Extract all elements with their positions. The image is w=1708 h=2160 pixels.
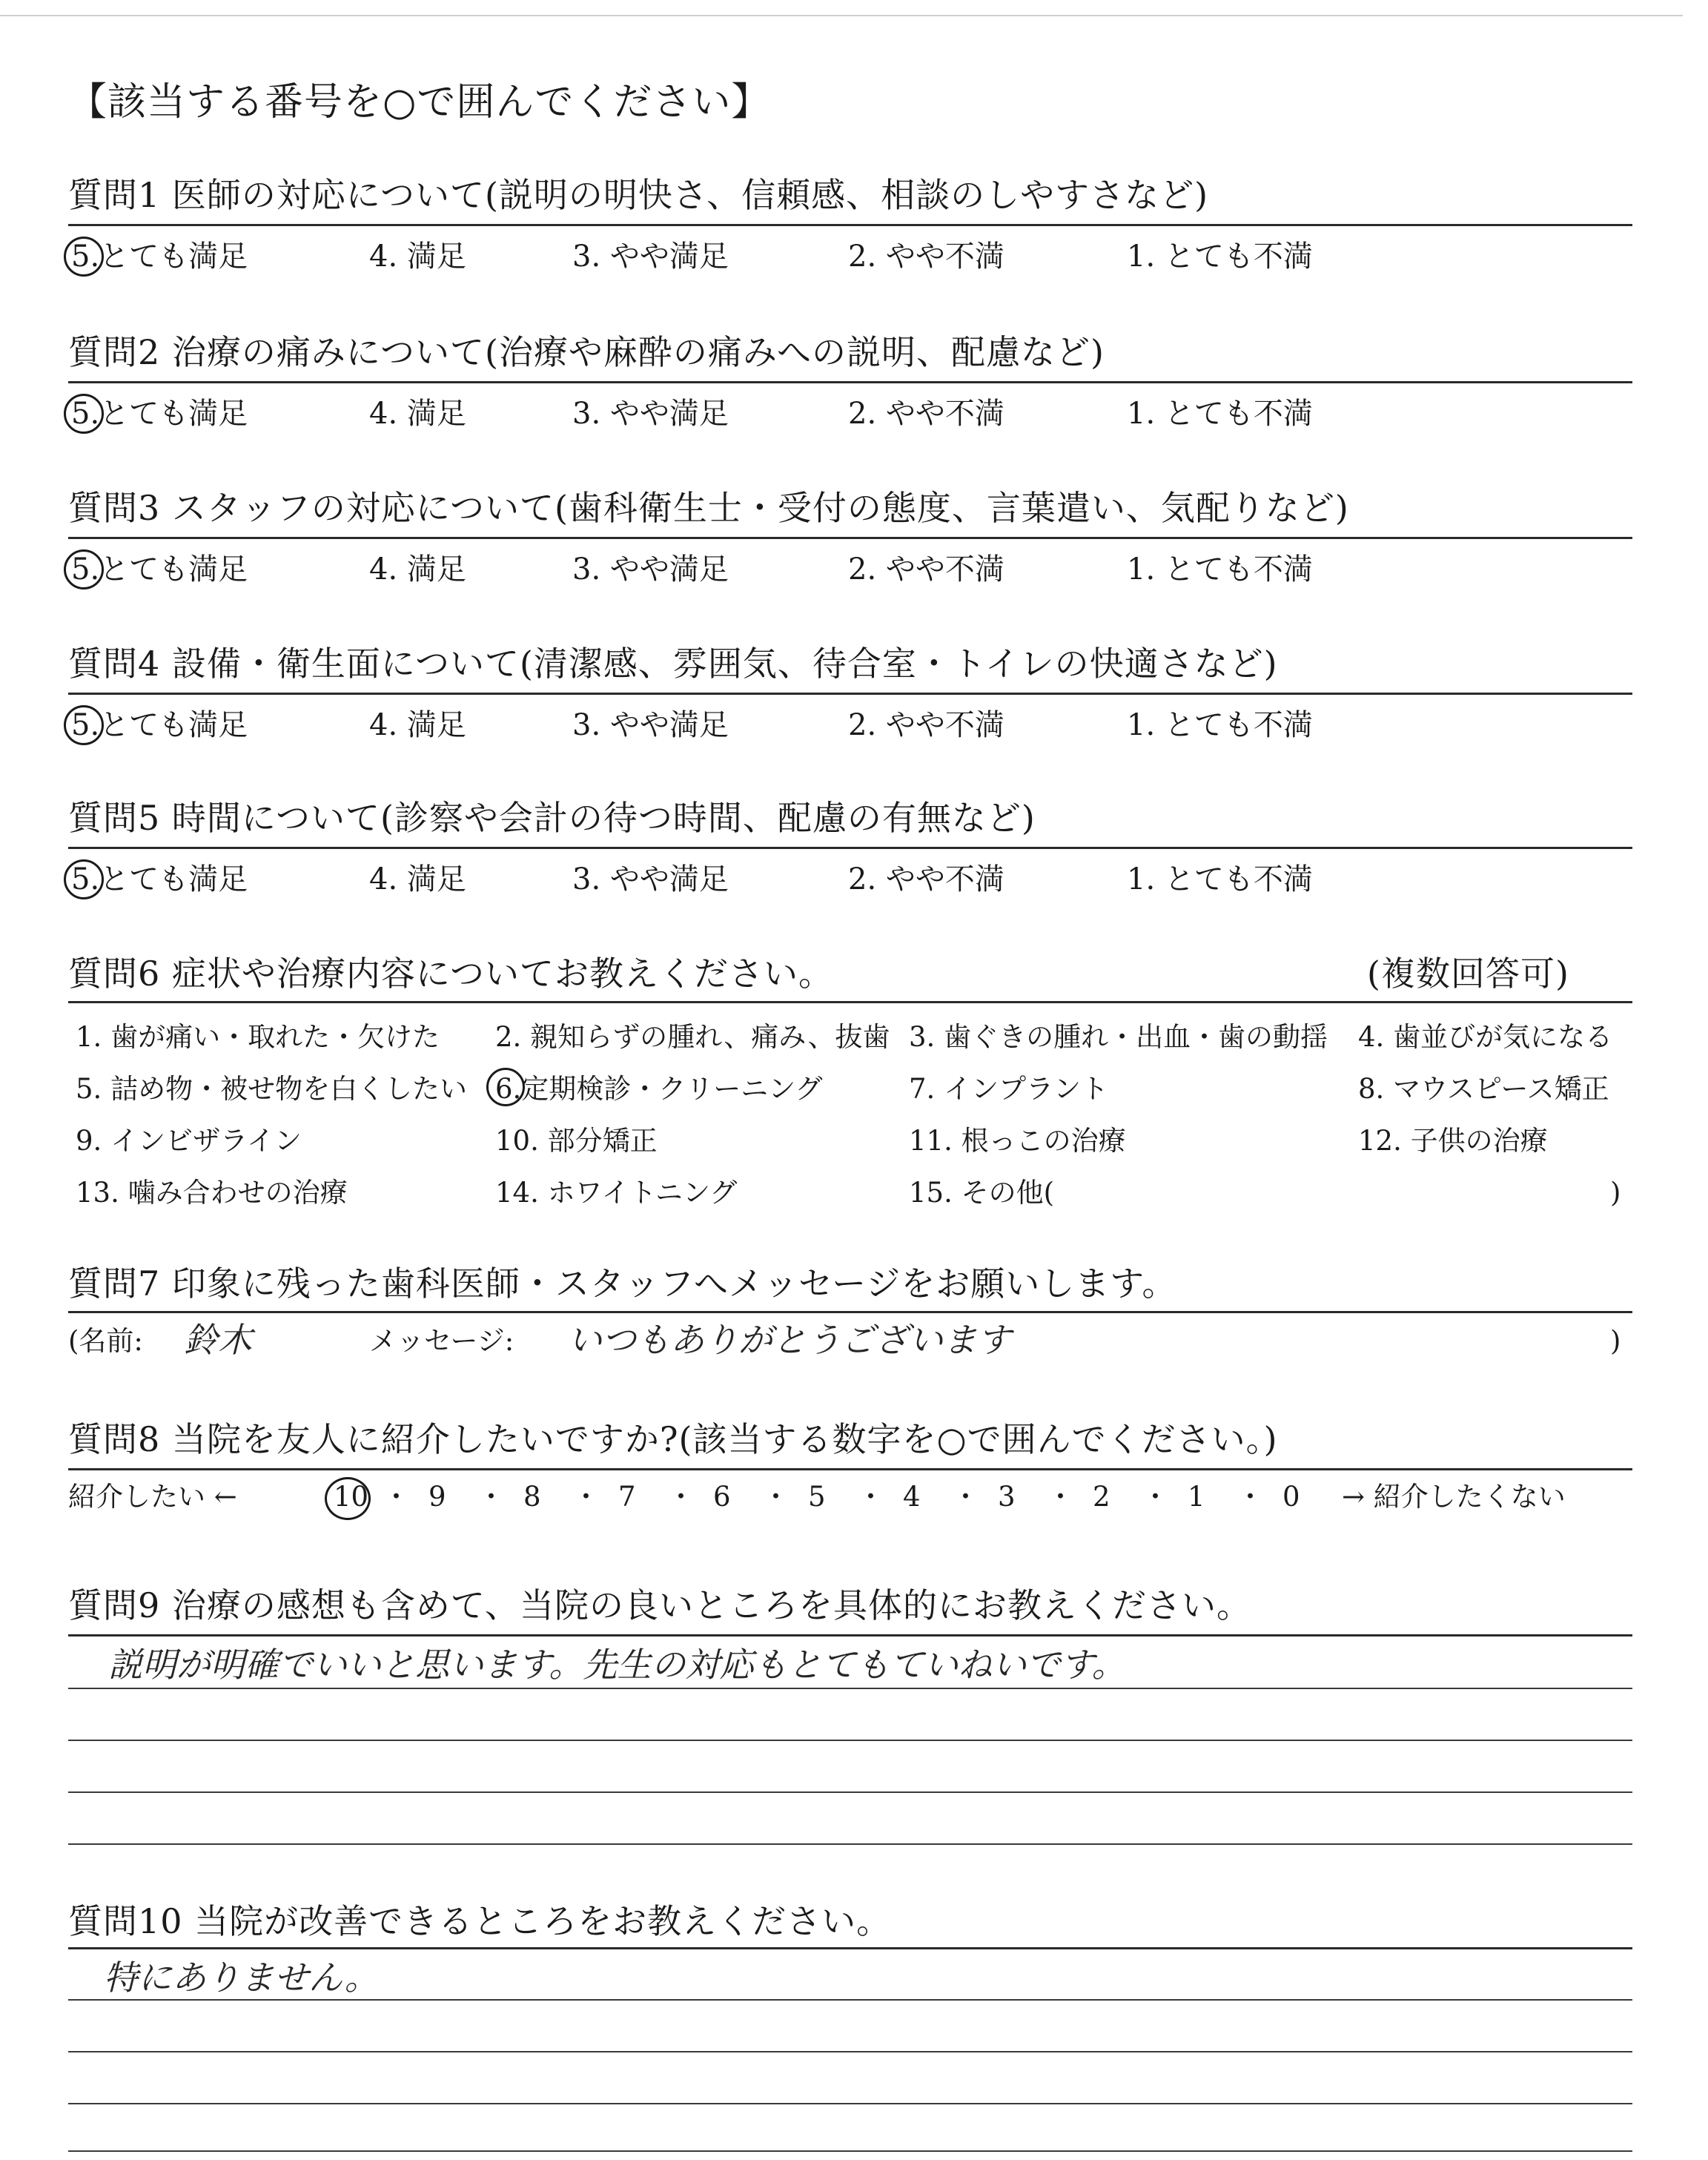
q8-scale-separator: ・ bbox=[477, 1481, 505, 1513]
q8-right-label: → 紹介したくない bbox=[1342, 1481, 1566, 1513]
q5-opt-4[interactable]: 4. 満足 bbox=[369, 862, 466, 896]
q5-opt-2[interactable]: 2. やや不満 bbox=[848, 862, 1004, 896]
q6-item-3[interactable]: 3. 歯ぐきの腫れ・出血・歯の動揺 bbox=[909, 1021, 1328, 1053]
q7-close-paren: ) bbox=[1610, 1325, 1621, 1357]
q9-rule bbox=[68, 1634, 1632, 1636]
q6-item-4[interactable]: 4. 歯並びが気になる bbox=[1358, 1021, 1613, 1053]
q3-opt-2[interactable]: 2. やや不満 bbox=[848, 552, 1004, 587]
q8-scale-separator: ・ bbox=[1237, 1481, 1264, 1513]
q2-opt-2[interactable]: 2. やや不満 bbox=[848, 397, 1004, 431]
q4-title: 質問4 設備・衛生面について(清潔感、雰囲気、待合室・トイレの快適さなど) bbox=[68, 644, 1278, 684]
q2-title: 質問2 治療の痛みについて(治療や麻酔の痛みへの説明、配慮など) bbox=[68, 332, 1105, 372]
q1-opt-2[interactable]: 2. やや不満 bbox=[848, 240, 1004, 274]
q8-scale-separator: ・ bbox=[1047, 1481, 1074, 1513]
q1-title: 質問1 医師の対応について(説明の明快さ、信頼感、相談のしやすさなど) bbox=[68, 175, 1209, 215]
q6-item-15[interactable]: 15. その他( bbox=[909, 1177, 1055, 1209]
q4-rule bbox=[68, 693, 1632, 695]
q6-item-2[interactable]: 2. 親知らずの腫れ、痛み、抜歯 bbox=[495, 1021, 890, 1053]
q1-opt-4[interactable]: 4. 満足 bbox=[369, 240, 466, 274]
q8-scale-separator: ・ bbox=[1142, 1481, 1169, 1513]
q6-item-6[interactable]: 6.定期検診・クリーニング bbox=[495, 1073, 823, 1105]
q4-opt-2[interactable]: 2. やや不満 bbox=[848, 708, 1004, 742]
q8-scale-4[interactable]: 4 bbox=[903, 1481, 921, 1513]
q6-title: 質問6 症状や治療内容についてお教えください。 bbox=[68, 954, 833, 994]
q5-opt-5[interactable]: 5.とても満足 bbox=[71, 862, 248, 896]
q7-message-label: メッセージ: bbox=[369, 1325, 514, 1357]
q10-answer-line-3 bbox=[68, 2103, 1632, 2104]
q8-scale-7[interactable]: 7 bbox=[618, 1481, 636, 1513]
instruction-header: 【該当する番号を○で囲んでください】 bbox=[68, 80, 771, 125]
q10-answer-line-2 bbox=[68, 2051, 1632, 2052]
q2-opt-5[interactable]: 5.とても満足 bbox=[71, 397, 248, 431]
q7-name-value[interactable]: 鈴木 bbox=[184, 1320, 252, 1360]
q9-answer-line-1 bbox=[68, 1688, 1632, 1689]
q6-multi-note: (複数回答可) bbox=[1367, 954, 1569, 994]
q5-title: 質問5 時間について(診察や会計の待つ時間、配慮の有無など) bbox=[68, 798, 1036, 838]
q6-item-5[interactable]: 5. 詰め物・被せ物を白くしたい bbox=[76, 1073, 468, 1105]
q7-title: 質問7 印象に残った歯科医師・スタッフへメッセージをお願いします。 bbox=[68, 1264, 1177, 1304]
q6-item-9[interactable]: 9. インビザライン bbox=[76, 1125, 302, 1157]
q8-scale-1[interactable]: 1 bbox=[1188, 1481, 1205, 1513]
q1-opt-5[interactable]: 5.とても満足 bbox=[71, 240, 248, 274]
q10-answer[interactable]: 特にありません。 bbox=[104, 1958, 379, 1998]
q4-opt-5[interactable]: 5.とても満足 bbox=[71, 708, 248, 742]
q8-scale-5[interactable]: 5 bbox=[808, 1481, 826, 1513]
q10-rule bbox=[68, 1947, 1632, 1949]
q5-opt-3[interactable]: 3. やや満足 bbox=[572, 862, 729, 896]
q9-answer-line-3 bbox=[68, 1791, 1632, 1793]
q8-scale-10[interactable]: 10 bbox=[334, 1481, 369, 1513]
q8-scale-8[interactable]: 8 bbox=[523, 1481, 541, 1513]
q6-item-14[interactable]: 14. ホワイトニング bbox=[495, 1177, 738, 1209]
q10-answer-line-4 bbox=[68, 2150, 1632, 2152]
q3-opt-3[interactable]: 3. やや満足 bbox=[572, 552, 729, 587]
q6-item-1[interactable]: 1. 歯が痛い・取れた・欠けた bbox=[76, 1021, 440, 1053]
q9-answer-line-4 bbox=[68, 1843, 1632, 1845]
q5-rule bbox=[68, 847, 1632, 849]
q8-scale-separator: ・ bbox=[762, 1481, 790, 1513]
q7-message-value[interactable]: いつもありがとうございます bbox=[568, 1320, 1011, 1360]
q4-opt-1[interactable]: 1. とても不満 bbox=[1127, 708, 1313, 742]
q8-scale-separator: ・ bbox=[667, 1481, 695, 1513]
q8-scale-2[interactable]: 2 bbox=[1093, 1481, 1110, 1513]
q6-rule bbox=[68, 1001, 1632, 1003]
q8-scale-separator: ・ bbox=[383, 1481, 410, 1513]
q3-title: 質問3 スタッフの対応について(歯科衛生士・受付の態度、言葉遣い、気配りなど) bbox=[68, 488, 1349, 528]
q9-title: 質問9 治療の感想も含めて、当院の良いところを具体的にお教えください。 bbox=[68, 1585, 1251, 1625]
q4-opt-4[interactable]: 4. 満足 bbox=[369, 708, 466, 742]
q2-opt-3[interactable]: 3. やや満足 bbox=[572, 397, 729, 431]
q8-scale-6[interactable]: 6 bbox=[713, 1481, 731, 1513]
q2-rule bbox=[68, 381, 1632, 383]
q8-scale-separator: ・ bbox=[952, 1481, 979, 1513]
q1-opt-1[interactable]: 1. とても不満 bbox=[1127, 240, 1313, 274]
q1-rule bbox=[68, 224, 1632, 226]
q6-item-11[interactable]: 11. 根っこの治療 bbox=[909, 1125, 1126, 1157]
q5-opt-1[interactable]: 1. とても不満 bbox=[1127, 862, 1313, 896]
q7-name-label: (名前: bbox=[68, 1325, 143, 1357]
q8-scale-separator: ・ bbox=[572, 1481, 600, 1513]
q10-title: 質問10 当院が改善できるところをお教えください。 bbox=[68, 1901, 892, 1941]
q10-answer-line-1 bbox=[68, 1999, 1632, 2001]
q8-rule bbox=[68, 1468, 1632, 1470]
q3-opt-1[interactable]: 1. とても不満 bbox=[1127, 552, 1313, 587]
q8-scale-3[interactable]: 3 bbox=[998, 1481, 1016, 1513]
q6-item-10[interactable]: 10. 部分矯正 bbox=[495, 1125, 658, 1157]
q8-scale-0[interactable]: 0 bbox=[1282, 1481, 1300, 1513]
scan-edge bbox=[0, 15, 1683, 16]
q9-answer[interactable]: 説明が明確でいいと思います。先生の対応もとてもていねいです。 bbox=[108, 1645, 1126, 1685]
q3-opt-4[interactable]: 4. 満足 bbox=[369, 552, 466, 587]
q2-opt-4[interactable]: 4. 満足 bbox=[369, 397, 466, 431]
q6-item-12[interactable]: 12. 子供の治療 bbox=[1358, 1125, 1548, 1157]
q6-item-7[interactable]: 7. インプラント bbox=[909, 1073, 1109, 1105]
q4-opt-3[interactable]: 3. やや満足 bbox=[572, 708, 729, 742]
q2-opt-1[interactable]: 1. とても不満 bbox=[1127, 397, 1313, 431]
q8-scale-separator: ・ bbox=[857, 1481, 884, 1513]
q3-opt-5[interactable]: 5.とても満足 bbox=[71, 552, 248, 587]
q8-left-label: 紹介したい ← bbox=[68, 1481, 237, 1513]
q7-rule bbox=[68, 1311, 1632, 1313]
q8-title: 質問8 当院を友人に紹介したいですか?(該当する数字を○で囲んでください。) bbox=[68, 1419, 1278, 1459]
q6-item-8[interactable]: 8. マウスピース矯正 bbox=[1358, 1073, 1609, 1105]
q3-rule bbox=[68, 537, 1632, 539]
q6-item-13[interactable]: 13. 噛み合わせの治療 bbox=[76, 1177, 348, 1209]
q1-opt-3[interactable]: 3. やや満足 bbox=[572, 240, 729, 274]
q6-other-close-paren: ) bbox=[1610, 1177, 1621, 1209]
q8-scale-9[interactable]: 9 bbox=[428, 1481, 446, 1513]
q9-answer-line-2 bbox=[68, 1740, 1632, 1741]
